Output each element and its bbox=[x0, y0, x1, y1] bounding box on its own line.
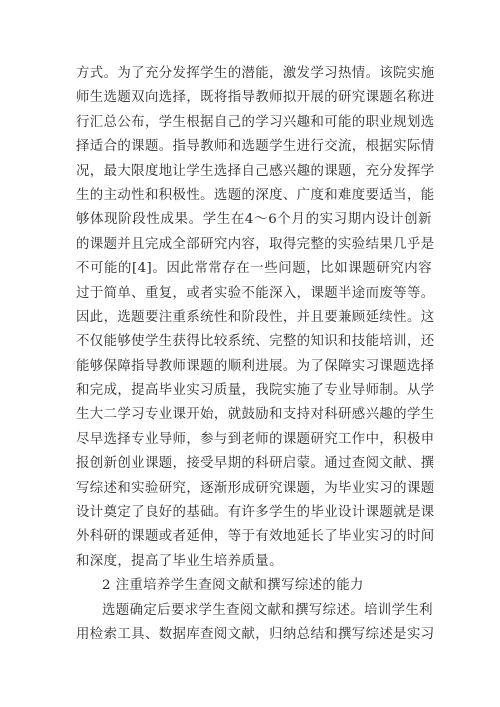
text-line: 过于简单、重复，或者实验不能深入，课题半途而废等等。 bbox=[76, 285, 435, 301]
text-line: 和完成，提高毕业实习质量，我院实施了专业导师制。从学 bbox=[76, 383, 435, 399]
text-line: 生大二学习专业课开始，就鼓励和支持对科研感兴趣的学生 bbox=[76, 407, 435, 423]
text-line: 生的主动性和积极性。选题的深度、广度和难度要适当，能 bbox=[76, 187, 435, 203]
text-line: 不可能的[4]。因此常常存在一些问题，比如课题研究内容 bbox=[76, 261, 432, 277]
text-line: 用检索工具、数据库查阅文献，归纳总结和撰写综述是实习 bbox=[76, 626, 435, 642]
text-line: 能够保障指导教师课题的顺利进展。为了保障实习课题选择 bbox=[76, 358, 435, 374]
section-heading: 2 注重培养学生查阅文献和撰写综述的能力 bbox=[102, 578, 364, 594]
text-line: 设计奠定了良好的基础。有许多学生的毕业设计课题就是课 bbox=[76, 505, 435, 521]
text-line: 师生选题双向选择，既将指导教师拟开展的研究课题名称进 bbox=[76, 90, 435, 106]
text-line: 行汇总公布，学生根据自己的学习兴趣和可能的职业规划选 bbox=[76, 114, 435, 130]
text-line: 方式。为了充分发挥学生的潜能，激发学习热情。该院实施 bbox=[76, 66, 435, 81]
body-text bbox=[76, 62, 435, 647]
text-line: 外科研的课题或者延伸，等于有效地延长了毕业实习的时间 bbox=[76, 529, 435, 545]
text-line: 择适合的课题。指导教师和选题学生进行交流，根据实际情 bbox=[76, 139, 435, 155]
text-line: 写综述和实验研究，逐渐形成研究课题，为毕业实习的课题 bbox=[76, 480, 435, 496]
text-line: 因此，选题要注重系统性和阶段性，并且要兼顾延续性。这 bbox=[76, 309, 435, 325]
text-line: 够体现阶段性成果。学生在4～6个月的实习期内设计创新 bbox=[76, 212, 432, 228]
text-line: 不仅能够使学生获得比较系统、完整的知识和技能培训，还 bbox=[76, 334, 435, 350]
text-line: 和深度，提高了毕业生培养质量。 bbox=[76, 553, 283, 569]
text-line: 况，最大限度地让学生选择自己感兴趣的课题，充分发挥学 bbox=[76, 163, 435, 179]
text-line: 选题确定后要求学生查阅文献和撰写综述。培训学生利 bbox=[102, 602, 433, 618]
text-line: 报创新创业课题，接受早期的科研启蒙。通过查阅文献、撰 bbox=[76, 456, 435, 472]
text-line: 尽早选择专业导师，参与到老师的课题研究工作中，积极申 bbox=[76, 431, 435, 447]
text-line: 的课题并且完成全部研究内容，取得完整的实验结果几乎是 bbox=[76, 236, 435, 252]
